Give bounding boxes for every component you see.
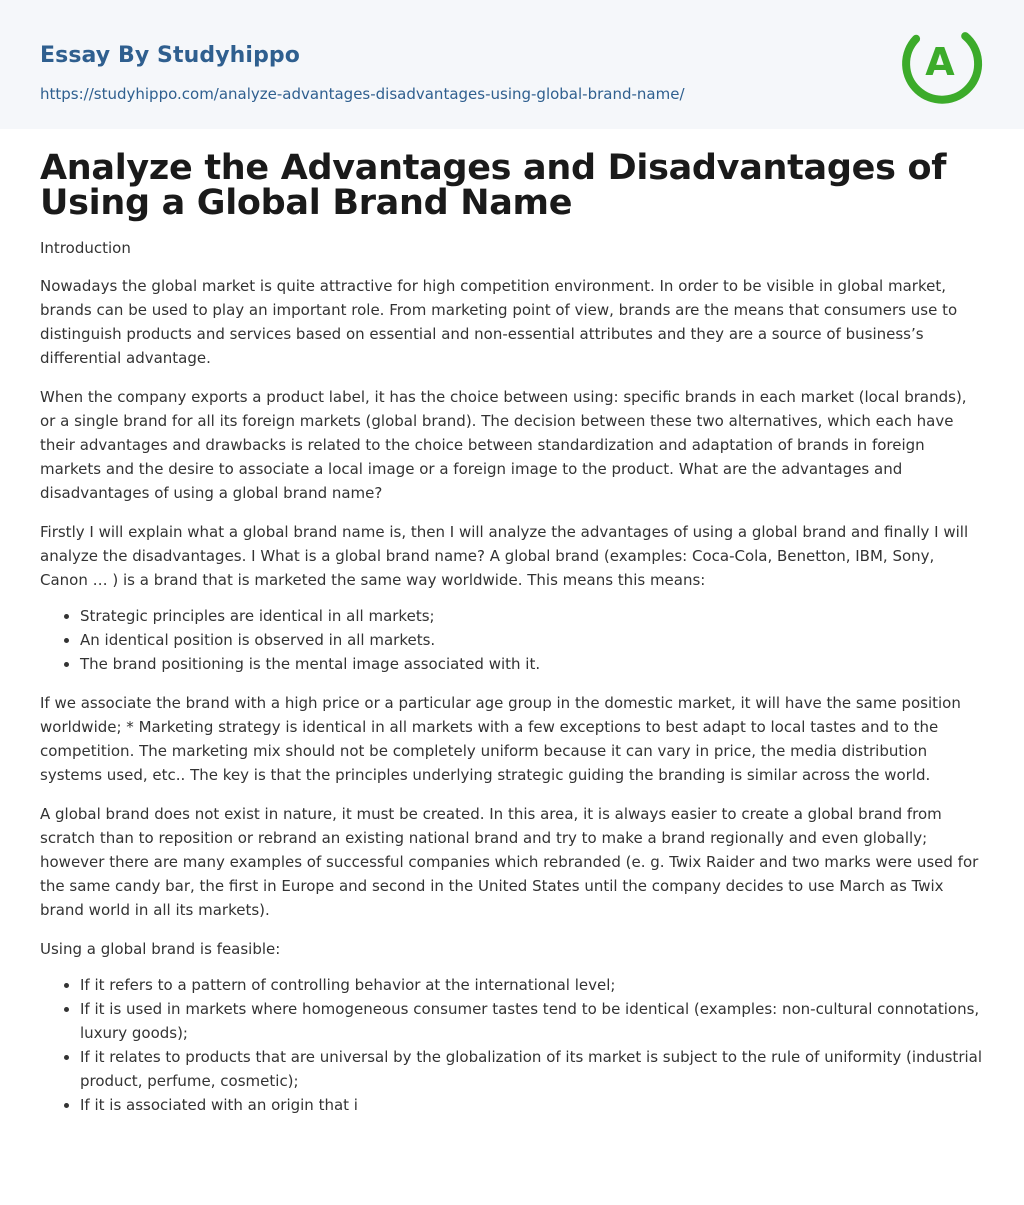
paragraph: Firstly I will explain what a global brand name is, then I will analyze the advantages of using a global brand and finally I will analyze the disadvantages. I What is a global brand name? A global brand (examples: Coca-Cola, Benetton, IBM, Sony, Canon … ) is a brand that is marketed the same way worldwide. This means this means: (40, 523, 969, 589)
paragraph: Using a global brand is feasible: (40, 940, 281, 958)
site-header (0, 0, 1024, 129)
list-item: • Strategic principles are identical in all markets; (80, 604, 984, 628)
essay-title: Analyze the Advantages and Disadvantages of Using a Global Brand Name (40, 148, 947, 223)
studyhippo-logo-icon[interactable] (899, 19, 985, 105)
source-url-link[interactable]: https://studyhippo.com/analyze-advantages-disadvantages-using-global-brand-name/ (40, 85, 685, 103)
intro-label: Introduction (40, 239, 131, 257)
bullet-list (40, 604, 984, 676)
list-item: • An identical position is observed in all markets. (80, 628, 984, 652)
essay-content (0, 148, 1024, 1117)
paragraph: If we associate the brand with a high price or a particular age group in the domestic market, it will have the same position worldwide; * Marketing strategy is identical in all markets with a few exceptions to best adapt to local tastes and to the competition. The marketing mix should not be completely uniform because it can vary in price, the media distribution systems used, etc.. The key is that the principles underlying strategic guiding the branding is similar across the world. (40, 694, 961, 784)
list-item: • If it relates to products that are universal by the globalization of its market is subject to the rule of uniformity (industrial product, perfume, cosmetic); (80, 1045, 984, 1093)
list-item: • If it is used in markets where homogeneous consumer tastes tend to be identical (examples: non-cultural connotations, luxury goods); (80, 997, 984, 1045)
bullet-list (40, 973, 984, 1117)
paragraph: When the company exports a product label, it has the choice between using: specific brands in each market (local brands), or a single brand for all its foreign markets (global brand). The decision between these two alternatives, which each have their advantages and drawbacks is related to the choice between standardization and adaptation of brands in foreign markets and the desire to associate a local image or a foreign image to the product. What are the advantages and disadvantages of using a global brand name? (40, 388, 967, 502)
logo-letter: A (925, 40, 955, 84)
list-item: • If it refers to a pattern of controlling behavior at the international level; (80, 973, 984, 997)
paragraph: A global brand does not exist in nature, it must be created. In this area, it is always easier to create a global brand from scratch than to reposition or rebrand an existing national brand and try to make a brand regionally and even globally; however there are many examples of successful companies which rebranded (e. g. Twix Raider and two marks were used for the same candy bar, the first in Europe and second in the United States until the company decides to use March as Twix brand world in all its markets). (40, 805, 979, 919)
paragraph: Nowadays the global market is quite attractive for high competition environment. In order to be visible in global market, brands can be used to play an important role. From marketing point of view, brands are the means that consumers use to distinguish products and services based on essential and non-essential attributes and they are a source of business’s differential advantage. (40, 277, 958, 367)
list-item: • If it is associated with an origin that i (80, 1093, 984, 1117)
list-item: • The brand positioning is the mental image associated with it. (80, 652, 984, 676)
site-title[interactable]: Essay By Studyhippo (40, 43, 300, 68)
